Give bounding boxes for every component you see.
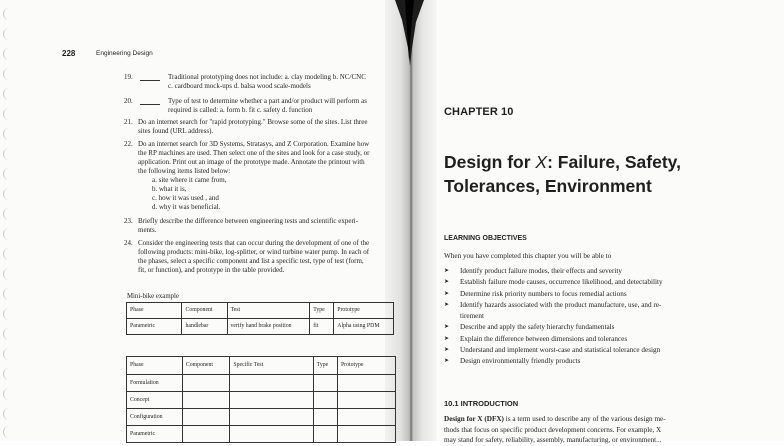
list-item	[444, 345, 730, 356]
question-subitem: d. why it was beneficial.	[152, 203, 221, 211]
table-cell	[313, 426, 337, 443]
question-text: Consider the engineering tests that can occur during the development of one of the	[138, 239, 370, 247]
table-cell	[337, 375, 395, 392]
chapter-title-line1	[444, 150, 784, 174]
table-row	[127, 426, 396, 443]
table-header-cell: Test	[227, 303, 310, 319]
objective-text: Identify hazards associated with the product manufacture, use, and re-	[460, 300, 662, 309]
table-cell: fit	[310, 319, 334, 335]
objectives-intro: When you have completed this chapter you will be able to	[444, 252, 612, 260]
table-header-row	[127, 357, 396, 375]
question-text: following products: mini-bike, log-splitter, or wind turbine water pump. In each of	[138, 248, 370, 256]
list-item	[444, 300, 730, 323]
table-cell: verify hand brake position	[227, 319, 310, 335]
question-text: the RP machines are used. Then select one of the sites and look for a case study, or	[138, 149, 370, 157]
title-x: X	[535, 152, 548, 172]
table-cell: handlebar	[182, 319, 227, 335]
table-cell: Concept	[127, 392, 183, 409]
table-cell: Formulation	[127, 375, 183, 392]
phase-test-table	[126, 356, 396, 443]
table-cell	[313, 375, 337, 392]
table-cell	[182, 375, 229, 392]
objective-text: Establish failure mode causes, occurrence likelihood, and detectability	[460, 278, 663, 287]
table-header-cell: Specific Test	[230, 357, 313, 375]
table-row	[127, 392, 396, 409]
question-text: application. Print out an image of the prototype made. Annotate the printout with	[138, 158, 365, 166]
table-header-cell: Prototype	[334, 303, 394, 319]
title-text: : Failure, Safety,	[547, 152, 681, 172]
page-number: 228	[62, 49, 76, 58]
objective-text: Understand and implement worst-case and statistical tolerance design	[460, 346, 661, 355]
table-header-cell: Phase	[127, 303, 182, 319]
table-cell	[230, 375, 313, 392]
table-cell	[182, 409, 229, 426]
table-row	[127, 319, 394, 335]
question-text: the phases, select a specific component and list a specific test, type of test (form,	[138, 257, 364, 265]
question-subitem: c. how it was used , and	[152, 194, 219, 202]
title-text: Design for	[444, 152, 536, 172]
table-cell	[230, 426, 313, 443]
section-heading: 10.1 INTRODUCTION	[444, 399, 519, 408]
table-row	[127, 375, 396, 392]
body-line	[444, 414, 734, 425]
table-header-cell: Component	[182, 303, 227, 319]
question-number: 21.	[124, 118, 133, 126]
list-item	[444, 356, 730, 367]
question-number: 24.	[124, 239, 133, 247]
arrow-bullet-icon: ➤	[444, 358, 450, 365]
arrow-bullet-icon: ➤	[444, 290, 450, 297]
question-text: Do an internet search for "rapid prototyping." Browse some of the sites. List three	[138, 118, 368, 126]
question-text: Briefly describe the difference between engineering tests and scientific experi-	[138, 217, 359, 225]
question-subitem: a. site where it came from,	[152, 176, 227, 184]
table-cell: Parametric	[127, 426, 183, 443]
example-table	[126, 302, 394, 335]
objective-text: tirement	[460, 312, 484, 321]
table-cell	[313, 409, 337, 426]
arrow-bullet-icon: ➤	[444, 324, 450, 331]
question-text: the following items listed below:	[138, 167, 231, 175]
table-cell	[182, 426, 229, 443]
objective-text: Describe and apply the safety hierarchy fundamentals	[460, 323, 615, 332]
arrow-bullet-icon: ➤	[444, 301, 450, 308]
arrow-bullet-icon: ➤	[444, 268, 450, 274]
arrow-bullet-icon: ➤	[444, 347, 450, 354]
objectives-list	[444, 266, 730, 368]
objective-text: Explain the difference between dimensions and tolerances	[460, 334, 628, 343]
table-cell: Configuration	[127, 409, 183, 426]
question-text: sites found (URL address).	[138, 127, 214, 135]
chapter-title-line2: Tolerances, Environment	[444, 176, 652, 196]
table-cell: Alpha using PDM	[334, 319, 394, 335]
table-cell	[337, 409, 395, 426]
question-text: ments.	[138, 226, 157, 234]
bold-lead: Design for X (DFX)	[444, 415, 504, 423]
table-header-row	[127, 303, 394, 319]
list-item	[444, 277, 730, 288]
list-item	[444, 289, 730, 300]
question-number: 22.	[124, 140, 133, 148]
table-header-cell: Prototype	[337, 357, 395, 375]
table-header-cell: Phase	[127, 357, 183, 375]
table-cell	[337, 426, 395, 443]
list-item	[444, 322, 730, 333]
table-cell	[230, 392, 313, 409]
chapter-label: CHAPTER 10	[444, 106, 514, 118]
question-text: fit, or function), and prototype in the table provided.	[138, 266, 285, 274]
objective-text: Design environmentally friendly products	[460, 357, 581, 366]
question-text: c. cardboard mock-ups d. balsa wood scale-models	[168, 82, 311, 90]
table-cell	[182, 392, 229, 409]
table-header-cell: Type	[313, 357, 337, 375]
objective-text: Identify product failure modes, their effects and severity	[460, 267, 622, 275]
question-text: Traditional prototyping does not include: a. clay modeling b. NC/CNC	[168, 73, 366, 81]
question-number: 20.	[124, 97, 133, 105]
running-head: Engineering Design	[96, 50, 153, 57]
question-subitem: b. what it is,	[152, 185, 187, 193]
list-item	[444, 266, 730, 277]
arrow-bullet-icon: ➤	[444, 335, 450, 342]
right-page	[440, 0, 784, 444]
body-line: may stand for safety, reliability, assembly, manufacturing, or environment...	[444, 436, 662, 444]
table-cell	[230, 409, 313, 426]
chapter-title	[444, 150, 784, 198]
question-number: 23.	[124, 217, 133, 225]
table-cell	[337, 392, 395, 409]
answer-blank	[140, 104, 160, 105]
question-text: Do an internet search for 3D Systems, Stratasys, and Z Corporation. Examine how	[138, 140, 370, 148]
question-text: required is called: a. form b. fit c. safety d. function	[168, 106, 313, 114]
table-row	[127, 409, 396, 426]
question-number: 19.	[124, 73, 133, 81]
table-cell	[313, 392, 337, 409]
table-header-cell: Component	[182, 357, 229, 375]
answer-blank	[140, 80, 160, 81]
table-header-cell: Type	[310, 303, 334, 319]
question-text: Type of test to determine whether a part and/or product will perform as	[168, 97, 367, 105]
arrow-bullet-icon: ➤	[444, 279, 450, 286]
example-label: Mini-bike example	[127, 293, 179, 300]
body-line: thods that focus on specific product development concerns. For example, X	[444, 425, 662, 434]
body-text: is a term used to describe any of the various design me-	[503, 415, 666, 423]
objectives-heading: LEARNING OBJECTIVES	[444, 235, 527, 242]
table-cell: Parametric	[127, 319, 182, 335]
objective-text: Determine risk priority numbers to focus remedial actions	[460, 289, 627, 298]
list-item	[444, 334, 730, 345]
